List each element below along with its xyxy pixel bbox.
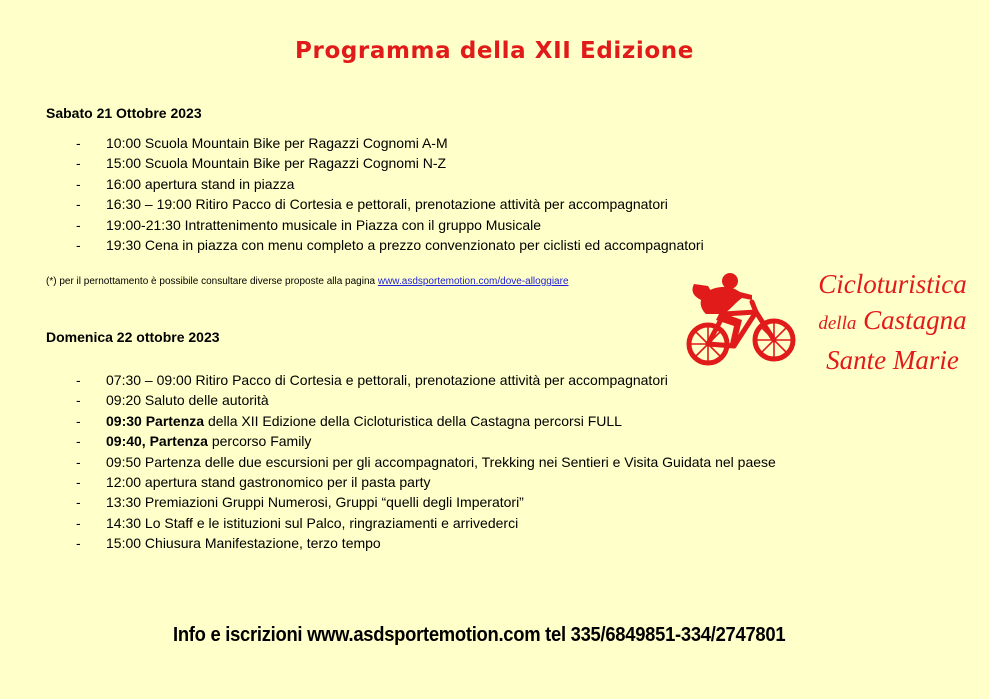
bullet-dash: - (76, 372, 81, 388)
item-text: 07:30 – 09:00 Ritiro Pacco di Cortesia e pettorali, prenotazione attività per accompagnatori (106, 372, 668, 388)
item-text: 09:20 Saluto delle autorità (106, 392, 269, 409)
brand-line-2-main: Castagna (863, 305, 967, 335)
accommodation-note (46, 276, 569, 287)
cyclist-logo-icon (684, 272, 800, 378)
bullet-dash: - (76, 453, 81, 470)
item-text: 12:00 apertura stand gastronomico per il pasta party (106, 473, 431, 490)
bullet-dash: - (76, 514, 81, 531)
item-text: 14:30 Lo Staff e le istituzioni sul Palco, ringraziamenti e arrivederci (106, 514, 519, 531)
list-item (0, 513, 776, 533)
item-text: 15:00 Scuola Mountain Bike per Ragazzi Cognomi N-Z (106, 155, 447, 172)
list-item (0, 174, 704, 194)
item-bold-text: 09:40, Partenza (106, 433, 208, 450)
item-text: 09:50 Partenza delle due escursioni per gli accompagnatori, Trekking nei Sentieri e Visita Guidata nel paese (106, 453, 776, 470)
bullet-dash: - (76, 494, 81, 511)
item-text: 13:30 Premiazioni Gruppi Numerosi, Gruppi “quelli degli Imperatori” (106, 494, 524, 511)
list-item (0, 492, 776, 512)
bullet-dash: - (76, 433, 81, 450)
sunday-heading: Domenica 22 ottobre 2023 (46, 329, 220, 345)
sunday-schedule-list (0, 370, 776, 554)
brand-line-1: Cicloturistica (818, 269, 967, 299)
item-text: 16:00 apertura stand in piazza (106, 175, 295, 192)
list-item (0, 431, 776, 451)
note-text: (*) per il pernottamento è possibile consultare diverse proposte alla pagina (46, 276, 378, 287)
list-item (0, 370, 776, 390)
bullet-dash: - (76, 412, 81, 429)
item-text: 16:30 – 19:00 Ritiro Pacco di Cortesia e pettorali, prenotazione attività per accompagnatori (106, 196, 668, 213)
list-item (0, 153, 704, 173)
list-item (0, 452, 776, 472)
item-text: 15:00 Chiusura Manifestazione, terzo tempo (106, 535, 381, 552)
bullet-dash: - (76, 155, 81, 172)
list-item (0, 411, 776, 431)
saturday-heading: Sabato 21 Ottobre 2023 (46, 105, 202, 121)
item-text: 19:00-21:30 Intrattenimento musicale in Piazza con il gruppo Musicale (106, 216, 542, 233)
item-bold-text: 09:30 Partenza (106, 412, 205, 429)
bullet-dash: - (76, 196, 81, 213)
item-text: 10:00 Scuola Mountain Bike per Ragazzi Cognomi A-M (106, 135, 448, 151)
bullet-dash: - (76, 392, 81, 409)
bullet-dash: - (76, 473, 81, 490)
brand-line-2-small: della (818, 313, 857, 334)
bullet-dash: - (76, 175, 81, 192)
bullet-dash: - (76, 236, 81, 253)
bullet-dash: - (76, 216, 81, 233)
list-item (0, 472, 776, 492)
list-item (0, 215, 704, 235)
accommodation-link[interactable]: www.asdsportemotion.com/dove-alloggiare (377, 276, 569, 287)
list-item (0, 390, 776, 410)
list-item (0, 194, 704, 214)
saturday-schedule-list (0, 133, 704, 255)
list-item (0, 133, 704, 153)
contact-footer: Info e iscrizioni www.asdsportemotion.com tel 335/6849851-334/2747801 (173, 624, 786, 646)
list-item (0, 235, 704, 255)
item-text: percorso Family (207, 433, 312, 450)
event-brand-logo (800, 266, 985, 378)
bullet-dash: - (76, 535, 81, 552)
item-text: della XII Edizione della Cicloturistica della Castagna percorsi FULL (204, 412, 622, 429)
page-title: Programma della XII Edizione (295, 38, 694, 64)
bullet-dash: - (76, 135, 81, 151)
item-text: 19:30 Cena in piazza con menu completo a prezzo convenzionato per ciclisti ed accompagnatori (106, 236, 704, 253)
brand-line-3: Sante Marie (826, 345, 959, 375)
list-item (0, 533, 776, 553)
brand-line-2 (800, 302, 985, 342)
